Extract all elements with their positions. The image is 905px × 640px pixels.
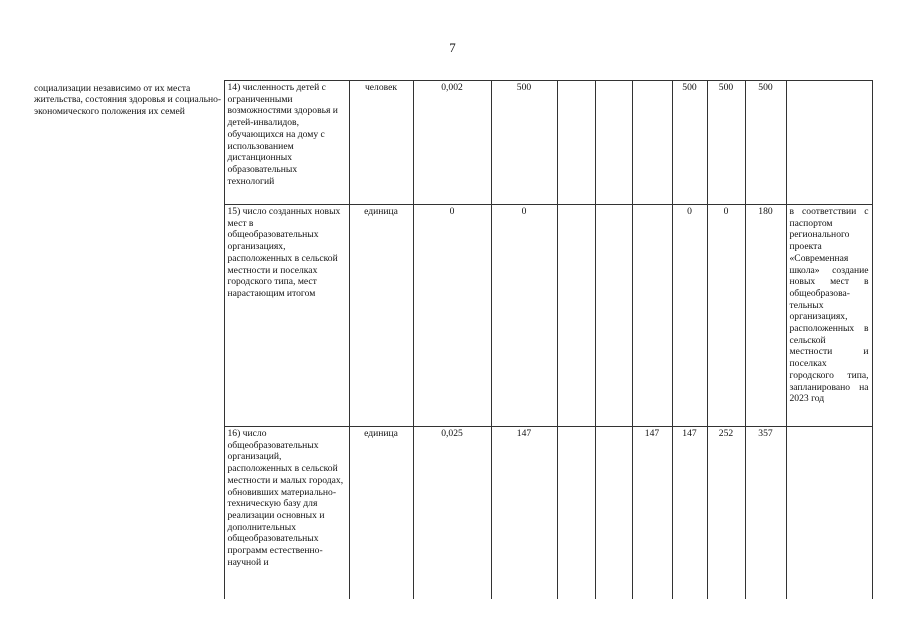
value-cell: 500 bbox=[491, 81, 557, 205]
table-row bbox=[34, 81, 872, 205]
value-cell: 147 bbox=[632, 427, 672, 599]
value-cell: 252 bbox=[707, 427, 745, 599]
value-cell: 500 bbox=[707, 81, 745, 205]
indicator-cell: 15) число созданных новых мест в общеобразовательных организациях, расположенных в сельской местности и поселках городского типа, мест нарастающим итогом bbox=[224, 205, 349, 427]
indicator-cell: 16) число общеобразовательных организаций, расположенных в сельской местности и малых городах, обновивших материально-техническую базу для реализации основных и дополнительных общеобразовательных программ естественно-научной и bbox=[224, 427, 349, 599]
value-cell: 357 bbox=[745, 427, 786, 599]
unit-cell: человек bbox=[349, 81, 413, 205]
value-cell: 0 bbox=[491, 205, 557, 427]
intro-text: социализации независимо от их места жительства, состояния здоровья и социально-экономического положения их семей bbox=[34, 81, 224, 599]
unit-cell: единица bbox=[349, 427, 413, 599]
value-cell: 0 bbox=[672, 205, 707, 427]
page-number: 7 bbox=[449, 40, 456, 55]
value-cell: 0 bbox=[707, 205, 745, 427]
value-cell: 500 bbox=[745, 81, 786, 205]
value-cell bbox=[557, 205, 595, 427]
indicator-cell: 14) численность детей с ограниченными возможностями здоровья и детей-инвалидов, обучающихся на дому с использованием дистанционных образовательных технологий bbox=[224, 81, 349, 205]
indicators-table bbox=[34, 80, 873, 599]
value-cell: 147 bbox=[491, 427, 557, 599]
value-cell: 500 bbox=[672, 81, 707, 205]
value-cell bbox=[595, 81, 632, 205]
note-cell bbox=[786, 81, 872, 205]
value-cell bbox=[632, 205, 672, 427]
note-cell bbox=[786, 427, 872, 599]
value-cell: 0,025 bbox=[413, 427, 491, 599]
value-cell bbox=[595, 205, 632, 427]
value-cell bbox=[557, 81, 595, 205]
note-cell: в соответствии с паспортом регионального проекта «Современная школа» создание новых мест в общеобразова-тельных организациях, расположенных в сельской местности и поселках городского типа, запланировано на 2023 год bbox=[786, 205, 872, 427]
value-cell: 180 bbox=[745, 205, 786, 427]
value-cell: 0,002 bbox=[413, 81, 491, 205]
value-cell bbox=[557, 427, 595, 599]
value-cell bbox=[595, 427, 632, 599]
value-cell bbox=[632, 81, 672, 205]
unit-cell: единица bbox=[349, 205, 413, 427]
value-cell: 0 bbox=[413, 205, 491, 427]
value-cell: 147 bbox=[672, 427, 707, 599]
